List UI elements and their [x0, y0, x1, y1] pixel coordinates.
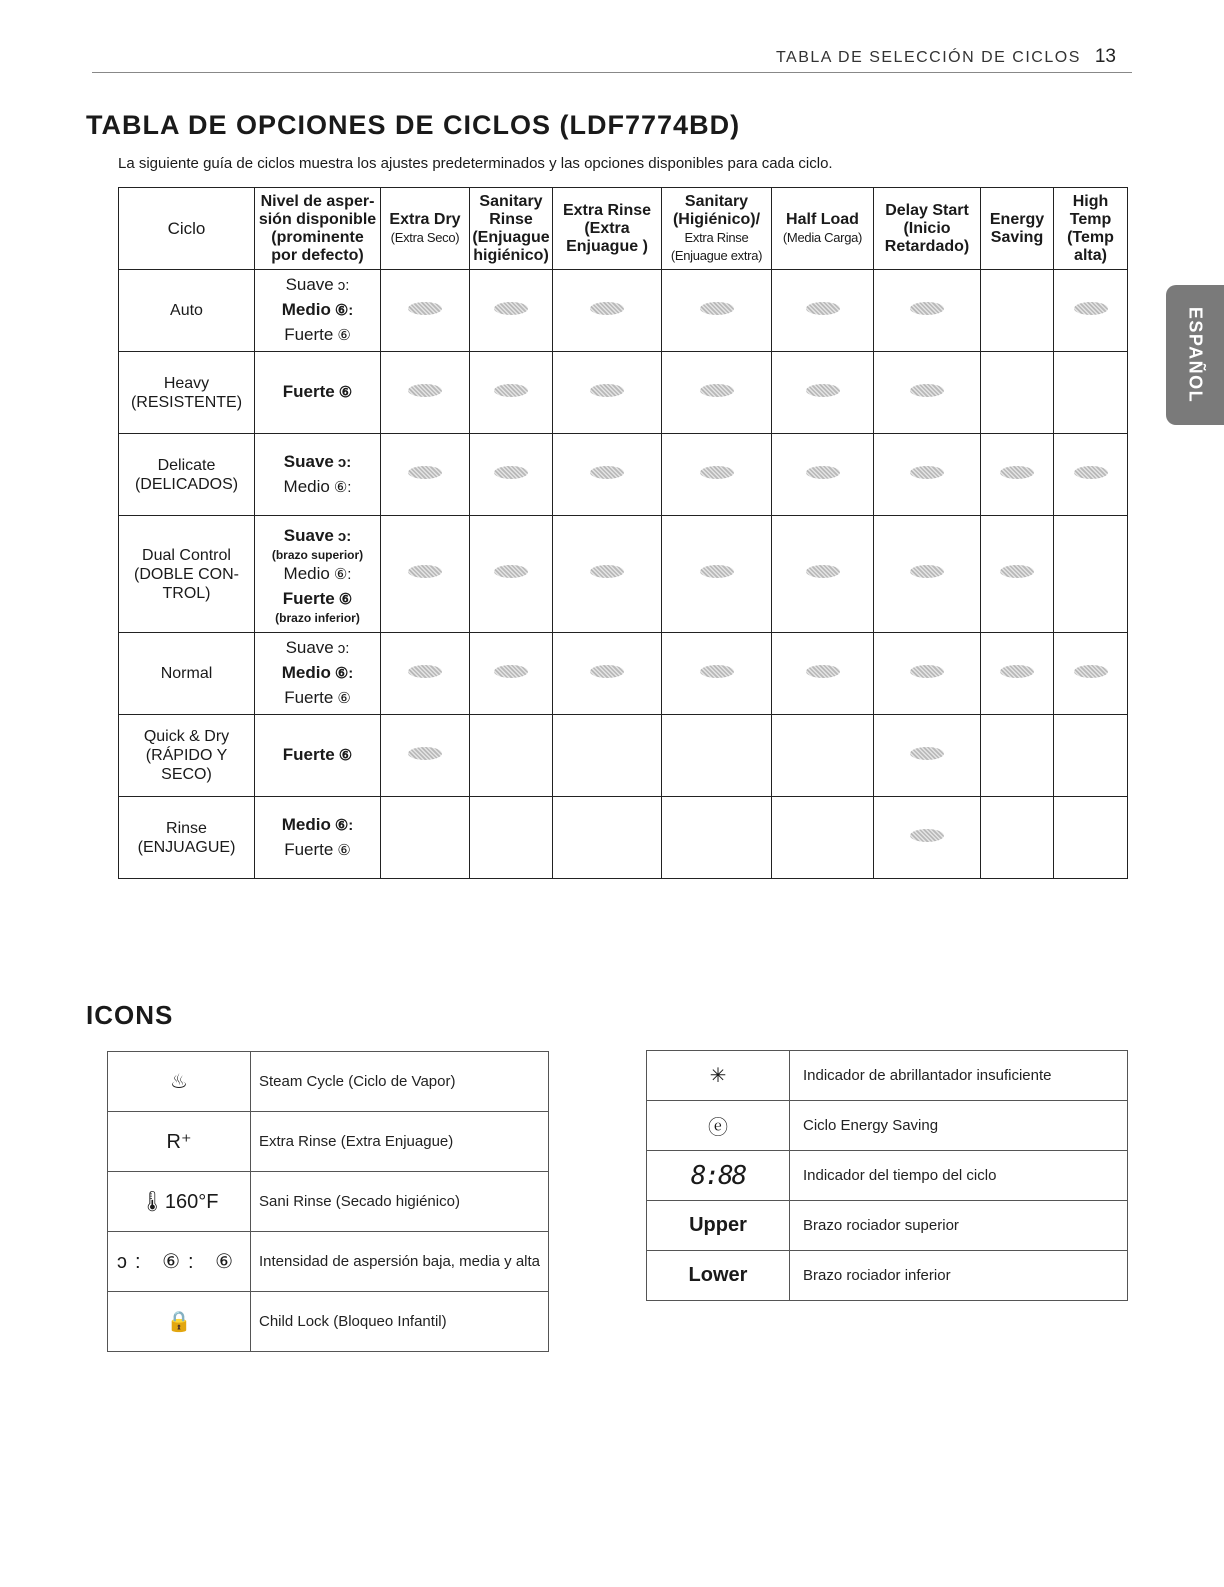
icon-description: Extra Rinse (Extra Enjuague): [251, 1112, 549, 1172]
icon-row: [108, 1112, 549, 1172]
available-marker: [408, 466, 442, 479]
option-cell: [772, 715, 874, 797]
option-cell: [874, 797, 981, 879]
option-cell: [662, 352, 772, 434]
spray-level-cell: [255, 797, 381, 879]
option-cell: [772, 434, 874, 516]
spray-intensity-icon: ⑥: [338, 384, 353, 401]
spray-intensity-icon: ⑥:: [334, 302, 354, 319]
col-header-line: Sanitary: [479, 192, 543, 210]
child-lock-icon: 🔒: [166, 1311, 192, 1333]
available-marker: [1000, 665, 1034, 678]
option-cell: [874, 516, 981, 633]
cycle-name-cell: [119, 352, 255, 434]
available-marker: [700, 384, 734, 397]
icon-cell: [647, 1151, 790, 1201]
option-cell: [874, 715, 981, 797]
spray-intensity-icon: ⑥:: [333, 565, 352, 583]
available-marker: [1000, 565, 1034, 578]
available-marker: [590, 565, 624, 578]
spray-arm-note: (brazo superior): [271, 547, 364, 562]
spray-level: [255, 380, 380, 405]
option-cell: [981, 715, 1054, 797]
col-header-line: sión disponible: [258, 210, 377, 228]
col-header-line: Retardado): [884, 237, 970, 255]
col-header-line: Energy: [989, 210, 1045, 228]
available-marker: [590, 665, 624, 678]
col-header-extra-dry: [381, 188, 470, 270]
spray-level-label: Suave: [285, 638, 334, 657]
available-marker: [1074, 302, 1108, 315]
option-cell: [381, 352, 470, 434]
option-cell: [381, 434, 470, 516]
cycle-name: Dual Control: [142, 546, 231, 564]
option-cell: [1054, 633, 1128, 715]
rinse-aid-icon: ✳: [709, 1065, 727, 1087]
table-row: [119, 715, 1128, 797]
cycle-name: Rinse: [166, 819, 207, 837]
table-header-row: [119, 188, 1128, 270]
available-marker: [700, 665, 734, 678]
extra-rinse-icon: R⁺: [166, 1131, 192, 1153]
col-header-line: (Temp: [1067, 228, 1114, 246]
icon-row: [108, 1052, 549, 1112]
available-marker: [910, 829, 944, 842]
col-header-line: (Inicio: [903, 219, 951, 237]
cycle-name: Heavy: [163, 374, 210, 392]
spray-level-label: Medio: [281, 663, 331, 682]
icon-cell: [108, 1172, 251, 1232]
col-header-line: Extra Dry: [389, 210, 461, 228]
cycle-rows: [119, 270, 1128, 879]
cycle-name-cell: [119, 633, 255, 715]
section-title: TABLA DE SELECCIÓN DE CICLOS: [775, 49, 1081, 66]
option-cell: [662, 516, 772, 633]
option-cell: [381, 633, 470, 715]
col-header-line: (Extra: [584, 219, 630, 237]
spray-level-label: Suave: [283, 525, 334, 545]
col-header-line: (Media Carga): [782, 229, 863, 245]
icon-row: [647, 1251, 1128, 1301]
icons-table-right: [646, 1050, 1128, 1301]
spray-level-label: Fuerte: [282, 382, 335, 401]
spray-arm-note: (brazo inferior): [275, 610, 360, 625]
col-header-line: Sanitary: [684, 192, 749, 210]
spray-level-label: Medio: [281, 300, 331, 319]
spray-intensity-icon: ⑥: [337, 327, 351, 344]
option-cell: [981, 270, 1054, 352]
page-number: 13: [1094, 46, 1116, 67]
option-cell: [470, 270, 553, 352]
available-marker: [806, 466, 840, 479]
cycle-options-table: [118, 187, 1128, 879]
col-header-line: por defecto): [271, 246, 364, 264]
spray-level: [255, 743, 380, 768]
sani-rinse-icon: 🌡160°F: [139, 1191, 219, 1213]
energy-saving-icon: ⓔ: [708, 1117, 728, 1139]
option-cell: [981, 797, 1054, 879]
col-header-line: Temp: [1069, 210, 1112, 228]
icon-cell: [647, 1101, 790, 1151]
available-marker: [910, 747, 944, 760]
spray-level: [255, 813, 380, 838]
available-marker: [408, 302, 442, 315]
option-cell: [553, 715, 662, 797]
cycle-name: TROL): [162, 584, 211, 602]
spray-level-cell: [255, 270, 381, 352]
spray-level: [255, 587, 380, 612]
col-header-high-temp: [1054, 188, 1128, 270]
available-marker: [494, 384, 528, 397]
spray-level: [255, 298, 380, 323]
col-header-line: High: [1072, 192, 1109, 210]
option-cell: [1054, 797, 1128, 879]
available-marker: [494, 565, 528, 578]
available-marker: [806, 665, 840, 678]
available-marker: [590, 466, 624, 479]
option-cell: [470, 633, 553, 715]
col-header-line: higiénico): [473, 246, 549, 264]
cycle-name: Quick & Dry: [143, 728, 230, 745]
spray-level: [255, 562, 380, 587]
col-header-line: (Higiénico)/: [672, 210, 761, 228]
icon-row: [108, 1292, 549, 1352]
spray-intensity-icon: ⑥: [337, 841, 351, 859]
option-cell: [874, 434, 981, 516]
option-cell: [772, 352, 874, 434]
icon-description: Child Lock (Bloqueo Infantil): [251, 1292, 549, 1352]
cycle-name: Delicate: [157, 456, 216, 474]
available-marker: [910, 665, 944, 678]
option-cell: [874, 352, 981, 434]
col-header-extra-rinse: [553, 188, 662, 270]
col-header-line: Extra Rinse: [562, 201, 652, 219]
option-cell: [981, 352, 1054, 434]
available-marker: [700, 466, 734, 479]
icon-cell: [647, 1201, 790, 1251]
option-cell: [874, 633, 981, 715]
spray-level-cell: [255, 633, 381, 715]
col-header-ciclo: Ciclo: [119, 188, 255, 270]
col-header-line: (Enjuague extra): [670, 247, 763, 263]
icon-row: [108, 1172, 549, 1232]
spray-level-label: Fuerte: [284, 325, 334, 344]
spray-intensity-icon: ⑥:: [334, 665, 354, 682]
cycle-name-cell: [119, 516, 255, 633]
spray-intensity-icon: ↄ:: [337, 640, 350, 657]
icon-cell: [108, 1292, 251, 1352]
cycle-name-cell: [119, 715, 255, 797]
spray-level-cell: [255, 516, 381, 633]
option-cell: [1054, 434, 1128, 516]
cycle-name: (DELICADOS): [134, 475, 239, 493]
spray-level-label: Fuerte: [282, 745, 335, 764]
spray-level: [255, 323, 380, 348]
available-marker: [494, 466, 528, 479]
cycle-name: (ENJUAGUE): [137, 838, 236, 856]
cycle-name-cell: [119, 270, 255, 352]
option-cell: [1054, 715, 1128, 797]
available-marker: [494, 302, 528, 315]
icon-description: Brazo rociador superior: [790, 1201, 1128, 1251]
col-header-line: Delay Start: [885, 201, 969, 219]
col-header-line: Enjuague ): [566, 237, 648, 255]
upper-label: Upper: [689, 1214, 747, 1236]
option-cell: [553, 352, 662, 434]
option-cell: [981, 633, 1054, 715]
icon-row: [108, 1232, 549, 1292]
header-rule: [92, 72, 1132, 73]
option-cell: [772, 797, 874, 879]
col-header-sanitary-rinse: [470, 188, 553, 270]
cycle-name: Normal: [160, 665, 213, 682]
spray-level: [255, 450, 380, 475]
option-cell: [772, 516, 874, 633]
spray-level-label: Fuerte: [284, 839, 334, 859]
icon-description: Ciclo Energy Saving: [790, 1101, 1128, 1151]
option-cell: [470, 434, 553, 516]
spray-level: [255, 475, 380, 500]
icon-row: [647, 1051, 1128, 1101]
spray-level: [255, 524, 380, 549]
available-marker: [494, 665, 528, 678]
option-cell: [470, 352, 553, 434]
spray-intensity-icon: ⑥:: [333, 478, 352, 496]
icons-section-title: ICONS: [86, 1000, 174, 1030]
cycle-name: (RESISTENTE): [130, 393, 243, 411]
option-cell: [662, 270, 772, 352]
icon-cell: [647, 1051, 790, 1101]
available-marker: [806, 302, 840, 315]
available-marker: [806, 384, 840, 397]
available-marker: [408, 665, 442, 678]
option-cell: [553, 270, 662, 352]
cycle-name-cell: [119, 797, 255, 879]
page-header: [776, 46, 1116, 68]
spray-level-cell: [255, 352, 381, 434]
option-cell: [470, 715, 553, 797]
spray-intensity-icon: ↄ:: [337, 277, 350, 294]
spray-intensity-icon: ↄ:: [337, 453, 352, 471]
spray-level: [255, 273, 380, 298]
col-header-half-load: [772, 188, 874, 270]
col-header-line: (Enjuague: [472, 228, 550, 246]
option-cell: [1054, 270, 1128, 352]
icon-description: Intensidad de aspersión baja, media y alta: [251, 1232, 549, 1292]
spray-intensity-icon: ↄ: ⑥: ⑥: [116, 1251, 242, 1273]
page-title: TABLA DE OPCIONES DE CICLOS (LDF7774BD): [86, 110, 741, 140]
spray-level-label: Fuerte: [282, 588, 335, 608]
col-header-line: Half Load: [786, 210, 859, 228]
option-cell: [470, 516, 553, 633]
spray-intensity-icon: ⑥: [338, 590, 353, 608]
option-cell: [662, 633, 772, 715]
option-cell: [381, 270, 470, 352]
col-header-line: alta): [1074, 246, 1107, 264]
table-row: [119, 633, 1128, 715]
available-marker: [590, 302, 624, 315]
option-cell: [553, 516, 662, 633]
table-row: [119, 516, 1128, 633]
option-cell: [1054, 516, 1128, 633]
cycle-time-display-icon: 8:88: [690, 1160, 746, 1191]
option-cell: [553, 797, 662, 879]
steam-cycle-icon: ♨: [170, 1071, 188, 1093]
spray-intensity-icon: ↄ:: [337, 527, 352, 545]
icon-row: [647, 1201, 1128, 1251]
col-header-energy-saving: [981, 188, 1054, 270]
available-marker: [590, 384, 624, 397]
page-subtitle: La siguiente guía de ciclos muestra los ajustes predeterminados y las opciones disponibles para cada ciclo.: [118, 155, 833, 172]
spray-level-label: Medio: [283, 476, 330, 496]
option-cell: [1054, 352, 1128, 434]
available-marker: [408, 384, 442, 397]
option-cell: [662, 797, 772, 879]
spray-level-label: Suave: [285, 275, 334, 294]
language-tab: [1166, 285, 1224, 425]
available-marker: [408, 565, 442, 578]
available-marker: [700, 302, 734, 315]
icon-cell: [108, 1232, 251, 1292]
cycle-name: Auto: [170, 302, 203, 319]
available-marker: [1000, 466, 1034, 479]
option-cell: [662, 715, 772, 797]
spray-intensity-icon: ⑥: [337, 690, 351, 707]
table-row: [119, 797, 1128, 879]
table-row: [119, 434, 1128, 516]
table-row: [119, 270, 1128, 352]
spray-level: [255, 636, 380, 661]
option-cell: [981, 434, 1054, 516]
option-cell: [772, 270, 874, 352]
option-cell: [981, 516, 1054, 633]
cycle-name-cell: [119, 434, 255, 516]
spray-level: [255, 661, 380, 686]
spray-level: [255, 686, 380, 711]
col-header-line: Extra Rinse: [684, 229, 749, 245]
available-marker: [700, 565, 734, 578]
icon-description: Sani Rinse (Secado higiénico): [251, 1172, 549, 1232]
cycle-name: (RÁPIDO Y SECO): [145, 747, 228, 783]
option-cell: [381, 797, 470, 879]
available-marker: [910, 384, 944, 397]
cycle-name: (DOBLE CON-: [134, 565, 239, 583]
table-row: [119, 352, 1128, 434]
icon-description: Brazo rociador inferior: [790, 1251, 1128, 1301]
available-marker: [910, 466, 944, 479]
icon-description: Indicador de abrillantador insuficiente: [790, 1051, 1128, 1101]
option-cell: [553, 633, 662, 715]
col-header-delay-start: [874, 188, 981, 270]
icons-table-left: [107, 1051, 549, 1352]
lower-label: Lower: [688, 1264, 748, 1286]
col-header-line: Nivel de asper-: [260, 192, 375, 210]
spray-intensity-icon: ⑥: [338, 747, 353, 764]
icon-description: Indicador del tiempo del ciclo: [790, 1151, 1128, 1201]
spray-level-label: Suave: [283, 451, 334, 471]
option-cell: [772, 633, 874, 715]
icon-description: Steam Cycle (Ciclo de Vapor): [251, 1052, 549, 1112]
option-cell: [662, 434, 772, 516]
col-header-line: (prominente: [271, 228, 364, 246]
col-header-line: (Extra Seco): [390, 229, 460, 245]
spray-level: [255, 838, 380, 863]
option-cell: [553, 434, 662, 516]
spray-level-cell: [255, 434, 381, 516]
available-marker: [1074, 665, 1108, 678]
icon-row: [647, 1151, 1128, 1201]
option-cell: [381, 715, 470, 797]
col-header-spray-level: [255, 188, 381, 270]
option-cell: [381, 516, 470, 633]
icon-cell: [647, 1251, 790, 1301]
available-marker: [910, 302, 944, 315]
available-marker: [408, 747, 442, 760]
col-header-line: Saving: [990, 228, 1044, 246]
spray-level-label: Medio: [281, 814, 331, 834]
option-cell: [874, 270, 981, 352]
available-marker: [910, 565, 944, 578]
spray-intensity-icon: ⑥:: [334, 816, 354, 834]
col-header-sanitary-extra-rinse: [662, 188, 772, 270]
available-marker: [1074, 466, 1108, 479]
icon-cell: [108, 1112, 251, 1172]
spray-level-label: Fuerte: [284, 688, 334, 707]
language-tab-label: ESPAÑOL: [1185, 306, 1206, 404]
icon-cell: [108, 1052, 251, 1112]
spray-level-label: Medio: [283, 563, 330, 583]
icon-row: [647, 1101, 1128, 1151]
col-header-line: Rinse: [489, 210, 533, 228]
option-cell: [470, 797, 553, 879]
available-marker: [806, 565, 840, 578]
spray-level-cell: [255, 715, 381, 797]
